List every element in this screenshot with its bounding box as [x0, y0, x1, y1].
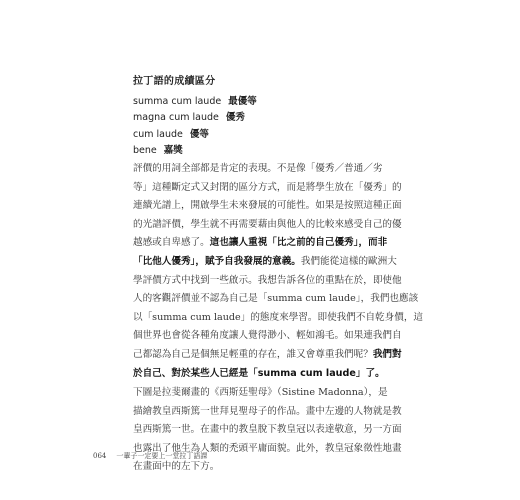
text-run: 也露出了他生為人類的禿頭平庸面貌。此外，教皇冠象徵性地畫: [133, 442, 402, 454]
text-line: [133, 216, 402, 235]
emphasis-run: 這也讓人重視「比之前的自己優秀」，而非: [209, 237, 388, 249]
grade-item: [133, 142, 183, 156]
text-line: [133, 403, 402, 422]
page-footer: [93, 451, 207, 461]
grade-meaning: 最優等: [228, 96, 257, 107]
text-line: [133, 365, 385, 384]
text-line: [133, 327, 402, 346]
grade-term: magna cum laude: [133, 112, 219, 123]
grade-item: [133, 109, 245, 123]
text-run: 以「summa cum laude」的態度來學習。即使我們不自乾身價，這: [133, 311, 424, 323]
text-run: 學評價方式中找到一些啟示。我想告訴各位的重點在於，即使他: [133, 274, 402, 286]
text-run: 己都認為自己是個無足輕重的存在，誰又會尊重我們呢？: [133, 348, 373, 360]
text-line: [133, 197, 402, 216]
text-line: [133, 384, 388, 403]
emphasis-run: 「比他人優秀」，賦予自我發展的意義。: [133, 255, 301, 267]
body-paragraph-2: [133, 384, 402, 477]
text-line: [133, 290, 419, 309]
emphasis-run: 我們對: [372, 348, 402, 360]
page-number: 064: [93, 452, 107, 460]
grade-box-title: 拉丁語的成績區分: [133, 76, 216, 87]
text-run: 等」這種斷定式又封閉的區分方式，而是將學生放在「優秀」的: [133, 181, 402, 193]
text-line: [133, 346, 402, 365]
text-run: 人的客觀評價並不認為自己是「summa cum laude」，我們也應該: [133, 293, 419, 305]
text-line: [133, 272, 402, 291]
text-run: 我們能從這樣的歐洲大: [300, 255, 397, 267]
emphasis-run: 於自己、對於某些人已經是「summa cum laude」了。: [133, 367, 385, 379]
grade-meaning: 優秀: [225, 112, 245, 123]
text-line: [133, 458, 377, 477]
grade-meaning: 嘉獎: [163, 145, 183, 156]
text-run: 下圖是拉斐爾畫的《西斯廷聖母》（Sistine Madonna），是: [133, 387, 388, 398]
text-line: [133, 179, 402, 198]
text-line: [133, 160, 383, 179]
body-paragraph-1: [133, 160, 424, 383]
grade-term: bene: [133, 145, 157, 156]
grade-term: cum laude: [133, 129, 183, 140]
book-title: 一輩子一定要上一堂拉丁語課: [116, 452, 208, 460]
text-line: [133, 421, 402, 440]
text-line: [133, 234, 388, 253]
text-run: 在畫面中的左下方。: [133, 461, 220, 473]
text-run: 皇西斯篤一世。在畫中的教皇脫下教皇冠以表達敬意，另一方面: [133, 424, 402, 436]
grade-item: [133, 93, 257, 107]
text-line: [133, 309, 424, 328]
text-run: 的光譜評價，學生就不再需要藉由與他人的比較來感受自己的優: [133, 218, 402, 230]
text-run: 越感或自卑感了。: [133, 237, 210, 249]
grade-item: [133, 126, 209, 140]
grade-term: summa cum laude: [133, 96, 222, 107]
text-line: [133, 253, 397, 272]
text-run: 評價的用詞全部都是肯定的表現。不是像「優秀／普通／劣: [133, 163, 383, 174]
text-run: 個世界也會從各種角度讓人覺得渺小、輕如鴻毛。如果連我們自: [133, 330, 402, 342]
grade-meaning: 優等: [189, 129, 209, 140]
text-run: 描繪教皇西斯篤一世拜見聖母子的作品。畫中左邊的人物就是教: [133, 405, 402, 417]
text-run: 連續光譜上，開啟學生未來發展的可能性。如果是按照這種正面: [133, 200, 402, 212]
